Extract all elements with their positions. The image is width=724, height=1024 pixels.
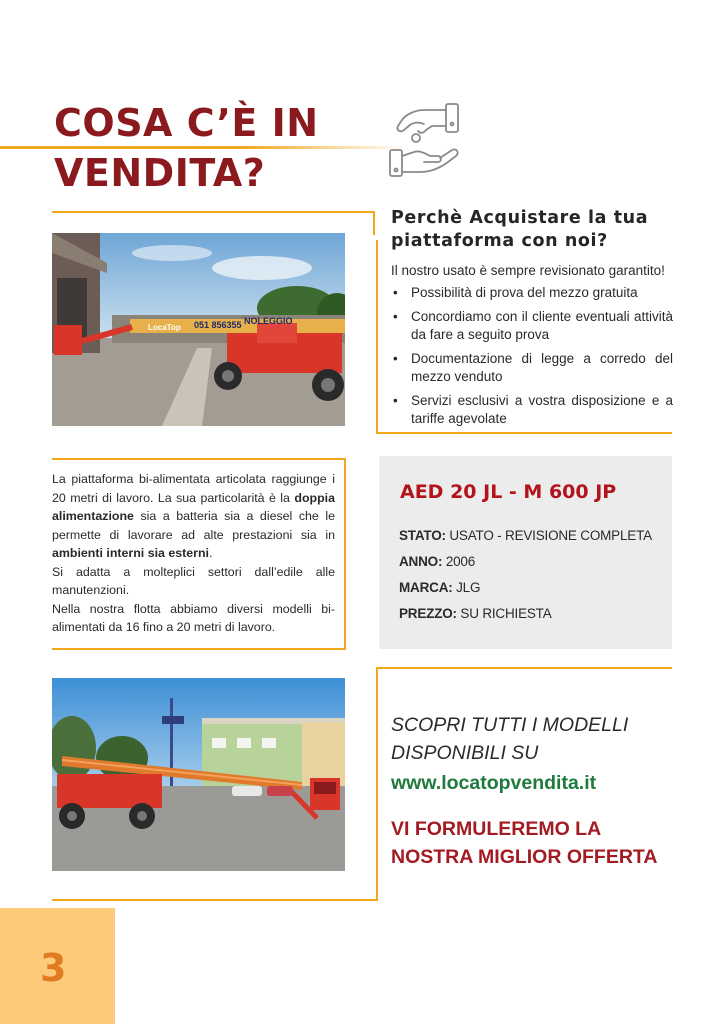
why-buy-intro: Il nostro usato è sempre revisionato garantito! bbox=[391, 263, 665, 278]
why-buy-title bbox=[391, 207, 681, 253]
sign-phone-text: 051 856355 bbox=[194, 320, 242, 330]
spec-stato bbox=[399, 528, 652, 543]
desc-sectors: Si adatta a molteplici settori dall’edile alle manutenzioni. bbox=[52, 564, 335, 597]
spec-marca bbox=[399, 580, 480, 595]
spec-label: MARCA: bbox=[399, 580, 453, 595]
sign-service-text: NOLEGGIO bbox=[244, 316, 293, 326]
list-item: • Documentazione di legge a corredo del mezzo venduto bbox=[391, 350, 673, 386]
cta-offer bbox=[391, 815, 691, 871]
hand-giving-icon bbox=[384, 100, 466, 184]
title-line-1: COSA C’È IN bbox=[54, 101, 319, 145]
spec-value: SU RICHIESTA bbox=[460, 606, 552, 621]
frame-right-photo1 bbox=[373, 211, 375, 235]
list-item: • Servizi esclusivi a vostra disposizione e a tariffe agevolate bbox=[391, 392, 673, 428]
sign-brand-text: LocaTop bbox=[148, 323, 181, 332]
desc-bold-environments: ambienti interni sia esterni bbox=[52, 546, 209, 560]
spec-value: USATO - REVISIONE COMPLETA bbox=[449, 528, 652, 543]
desc-bold-dual-power: doppia alimentazione bbox=[52, 490, 335, 523]
cta-discover bbox=[391, 711, 691, 767]
title-line-2: VENDITA? bbox=[54, 151, 266, 195]
desc-text: . bbox=[209, 546, 213, 560]
spec-value: JLG bbox=[456, 580, 481, 595]
list-item: • Concordiamo con il cliente eventuali attività da fare a seguito prova bbox=[391, 308, 673, 344]
why-buy-title-line-2: piattaforma con noi? bbox=[391, 231, 608, 251]
photo-yard-platforms bbox=[52, 233, 345, 426]
desc-fleet: Nella nostra flotta abbiamo diversi modelli bi-alimentati da 16 fino a 20 metri di lavoro. bbox=[52, 601, 335, 634]
website-link[interactable]: www.locatopvendita.it bbox=[391, 772, 597, 794]
frame-top-photo1 bbox=[52, 211, 375, 213]
page-number: 3 bbox=[40, 946, 67, 990]
cta-line-1: SCOPRI TUTTI I MODELLI bbox=[391, 714, 629, 736]
spec-anno bbox=[399, 554, 475, 569]
spec-prezzo bbox=[399, 606, 552, 621]
title-underline bbox=[0, 146, 405, 149]
spec-label: STATO: bbox=[399, 528, 446, 543]
product-description bbox=[52, 470, 335, 637]
frame-top-desc bbox=[52, 458, 346, 460]
photo-telescopic-platform bbox=[52, 678, 345, 871]
why-buy-list bbox=[391, 284, 673, 434]
spec-value: 2006 bbox=[445, 554, 476, 569]
frame-right-desc bbox=[344, 458, 346, 650]
cta-offer-line-2: NOSTRA MIGLIOR OFFERTA bbox=[391, 846, 658, 868]
frame-bottom-desc bbox=[52, 648, 346, 650]
desc-text: La piattaforma bi-alimentata articolata raggiunge i 20 metri di lavoro. La sua particolarità è la bbox=[52, 472, 335, 505]
why-buy-title-line-1: Perchè Acquistare la tua bbox=[391, 208, 649, 228]
product-name: AED 20 JL - M 600 JP bbox=[400, 481, 617, 503]
spec-label: ANNO: bbox=[399, 554, 443, 569]
desc-text: sia a batteria sia a diesel che le permette di lavorare ad alte prestazioni sia in bbox=[52, 509, 335, 542]
frame-left-why bbox=[376, 240, 378, 434]
list-item: • Possibilità di prova del mezzo gratuita bbox=[391, 284, 673, 302]
cta-offer-line-1: VI FORMULEREMO LA bbox=[391, 818, 602, 840]
cta-line-2: DISPONIBILI SU bbox=[391, 742, 539, 764]
spec-label: PREZZO: bbox=[399, 606, 457, 621]
frame-bottom-photo2 bbox=[52, 899, 378, 901]
frame-top-cta bbox=[376, 667, 672, 669]
frame-left-cta bbox=[376, 667, 378, 901]
